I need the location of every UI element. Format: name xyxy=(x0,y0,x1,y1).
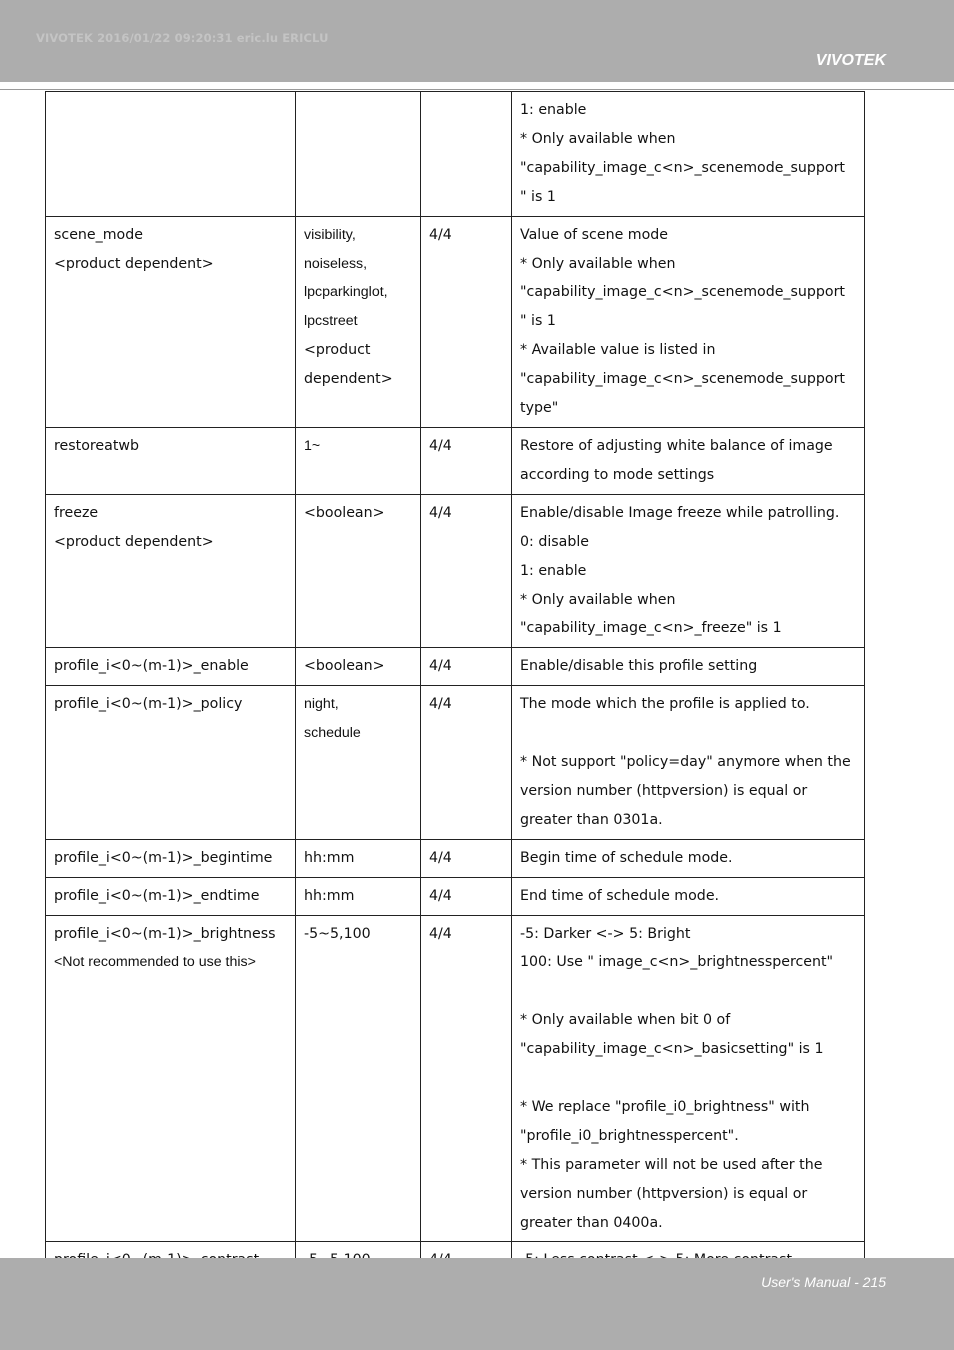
cell-description xyxy=(512,686,865,840)
description-line: " is 1 xyxy=(520,188,556,205)
cell-security xyxy=(421,877,512,915)
description-line xyxy=(520,977,856,1006)
cell-name xyxy=(46,92,296,217)
cell-security xyxy=(421,839,512,877)
cell-value xyxy=(296,92,421,217)
cell-value xyxy=(296,427,421,494)
description-line: according to mode settings xyxy=(520,466,715,483)
description-line: * Only available when xyxy=(520,591,676,608)
description-line: * Only available when xyxy=(520,255,676,272)
cell-description xyxy=(512,648,865,686)
cell-security xyxy=(421,648,512,686)
name-line: <Not recommended to use this> xyxy=(54,954,256,971)
cell-security xyxy=(421,216,512,427)
description-line: "capability_image_c<n>_basicsetting" is 1 xyxy=(520,1041,824,1058)
cell-description xyxy=(512,92,865,217)
cell-description xyxy=(512,877,865,915)
cell-security xyxy=(421,915,512,1242)
value-line: <product xyxy=(304,342,371,359)
cell-value xyxy=(296,494,421,648)
description-line: "capability_image_c<n>_scenemode_support xyxy=(520,159,845,176)
cell-description xyxy=(512,915,865,1242)
value-line: night, xyxy=(304,696,339,713)
value-line: 1~ xyxy=(304,437,321,454)
security-line: 4/4 xyxy=(429,925,452,942)
watermark-text: VIVOTEK 2016/01/22 09:20:31 eric.lu ERICLU xyxy=(36,31,329,45)
brand-label: VIVOTEK xyxy=(815,52,886,69)
description-line: version number (httpversion) is equal or xyxy=(520,782,808,799)
description-line: 0: disable xyxy=(520,533,590,550)
cell-name xyxy=(46,915,296,1242)
value-line: noiseless, xyxy=(304,255,368,272)
security-line: 4/4 xyxy=(429,658,452,675)
description-line: 1: enable xyxy=(520,562,587,579)
description-line: End time of schedule mode. xyxy=(520,887,720,904)
security-line: 4/4 xyxy=(429,437,452,454)
header-divider xyxy=(0,89,954,90)
description-line: "capability_image_c<n>_scenemode_support xyxy=(520,284,845,301)
cell-name xyxy=(46,686,296,840)
cell-name xyxy=(46,839,296,877)
security-line: 4/4 xyxy=(429,504,452,521)
name-line: profile_i<0~(m-1)>_begintime xyxy=(54,849,273,866)
parameter-table-body xyxy=(46,92,865,1338)
description-line: Enable/disable Image freeze while patrolling. xyxy=(520,504,840,521)
page-number: User's Manual - 215 xyxy=(761,1274,886,1290)
description-line: greater than 0400a. xyxy=(520,1214,663,1231)
description-line xyxy=(520,719,856,748)
cell-security xyxy=(421,686,512,840)
table-row xyxy=(46,494,865,648)
security-line: 4/4 xyxy=(429,226,452,243)
description-line: " is 1 xyxy=(520,313,556,330)
description-line: * Only available when xyxy=(520,130,676,147)
description-line: greater than 0301a. xyxy=(520,811,663,828)
security-line: 4/4 xyxy=(429,887,452,904)
cell-security xyxy=(421,427,512,494)
cell-description xyxy=(512,216,865,427)
page-footer xyxy=(0,1258,954,1350)
cell-name xyxy=(46,494,296,648)
name-line: freeze xyxy=(54,504,99,521)
cell-name xyxy=(46,427,296,494)
description-line: version number (httpversion) is equal or xyxy=(520,1185,808,1202)
cell-name xyxy=(46,877,296,915)
cell-description xyxy=(512,494,865,648)
cell-value xyxy=(296,216,421,427)
description-line: The mode which the profile is applied to. xyxy=(520,696,810,713)
description-line: 1: enable xyxy=(520,102,587,118)
cell-value xyxy=(296,877,421,915)
table-row xyxy=(46,427,865,494)
value-line: <boolean> xyxy=(304,658,385,675)
name-line: profile_i<0~(m-1)>_policy xyxy=(54,696,243,713)
description-line: "capability_image_c<n>_freeze" is 1 xyxy=(520,620,782,637)
cell-security xyxy=(421,92,512,217)
cell-value xyxy=(296,648,421,686)
table-row xyxy=(46,839,865,877)
table-row xyxy=(46,92,865,217)
value-line: visibility, xyxy=(304,226,356,243)
description-line: 100: Use " image_c<n>_brightnesspercent" xyxy=(520,954,834,971)
description-line: "profile_i0_brightnesspercent". xyxy=(520,1127,739,1144)
description-line: * This parameter will not be used after the xyxy=(520,1156,823,1173)
cell-name xyxy=(46,216,296,427)
table-row xyxy=(46,915,865,1242)
table-row xyxy=(46,877,865,915)
value-line: hh:mm xyxy=(304,849,355,866)
description-line: * We replace "profile_i0_brightness" with xyxy=(520,1098,810,1115)
parameter-table xyxy=(45,91,865,1338)
table-row xyxy=(46,216,865,427)
description-line xyxy=(520,1064,856,1093)
value-line: dependent> xyxy=(304,371,393,388)
cell-description xyxy=(512,839,865,877)
table-row xyxy=(46,648,865,686)
description-line: * Not support "policy=day" anymore when the xyxy=(520,754,851,771)
name-line: scene_mode xyxy=(54,226,143,243)
description-line: * Available value is listed in xyxy=(520,342,716,359)
cell-value xyxy=(296,915,421,1242)
name-line: profile_i<0~(m-1)>_brightness xyxy=(54,925,276,942)
value-line: <boolean> xyxy=(304,504,385,521)
description-line: Value of scene mode xyxy=(520,226,669,243)
cell-description xyxy=(512,427,865,494)
name-line: <product dependent> xyxy=(54,533,214,550)
name-line: restoreatwb xyxy=(54,437,139,454)
page-header xyxy=(0,0,954,82)
value-line: -5~5,100 xyxy=(304,925,371,942)
value-line: schedule xyxy=(304,725,361,742)
description-line: type" xyxy=(520,400,559,417)
name-line: <product dependent> xyxy=(54,255,214,272)
cell-name xyxy=(46,648,296,686)
cell-value xyxy=(296,839,421,877)
value-line: hh:mm xyxy=(304,887,355,904)
name-line: profile_i<0~(m-1)>_endtime xyxy=(54,887,260,904)
description-line: * Only available when bit 0 of xyxy=(520,1012,731,1029)
name-line: profile_i<0~(m-1)>_enable xyxy=(54,658,249,675)
description-line: Enable/disable this profile setting xyxy=(520,658,758,675)
cell-value xyxy=(296,686,421,840)
security-line: 4/4 xyxy=(429,849,452,866)
description-line: Begin time of schedule mode. xyxy=(520,849,733,866)
description-line: Restore of adjusting white balance of image xyxy=(520,437,833,454)
description-line: "capability_image_c<n>_scenemode_support xyxy=(520,371,845,388)
value-line: lpcparkinglot, xyxy=(304,284,388,301)
description-line: -5: Darker <-> 5: Bright xyxy=(520,925,691,942)
cell-security xyxy=(421,494,512,648)
table-row xyxy=(46,686,865,840)
security-line: 4/4 xyxy=(429,696,452,713)
value-line: lpcstreet xyxy=(304,313,358,330)
